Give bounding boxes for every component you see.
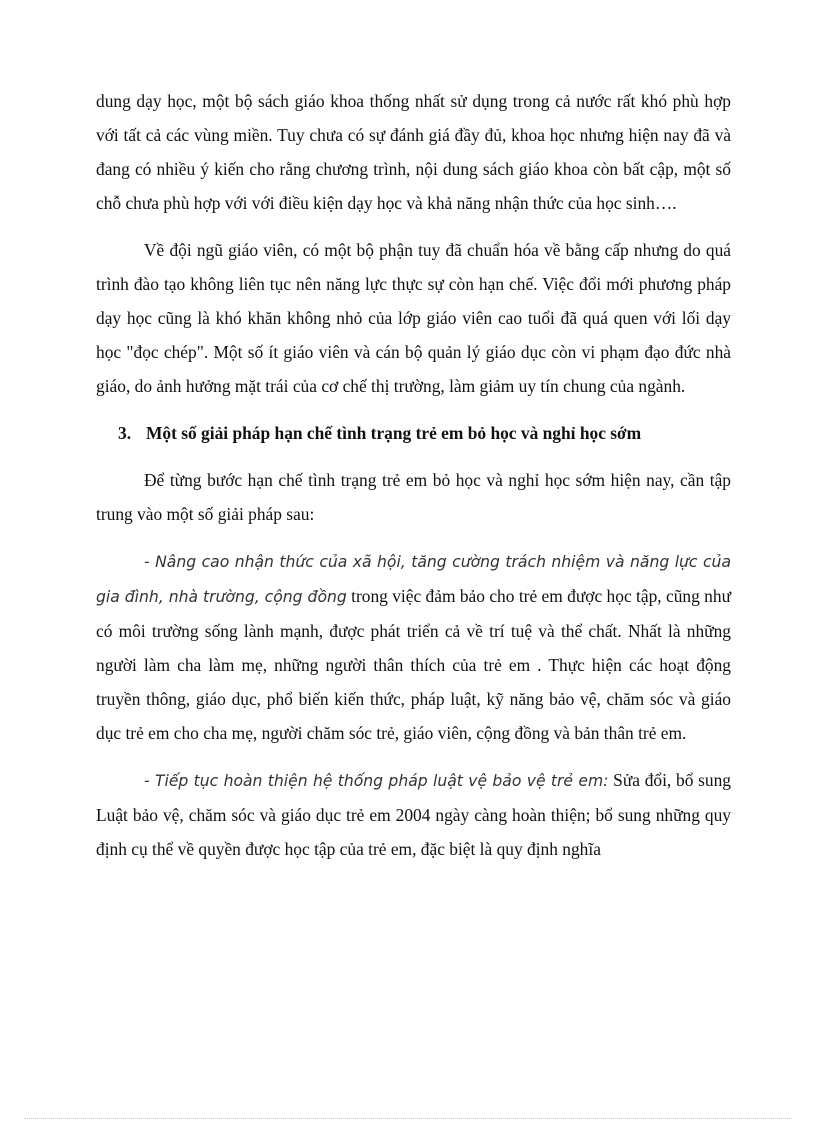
paragraph-continued: dung dạy học, một bộ sách giáo khoa thống nhất sử dụng trong cả nước rất khó phù hợp với tất cả các vùng miền. Tuy chưa có sự đánh giá đầy đủ, khoa học nhưng hiện nay đã và đang có nhiều ý kiến cho rằng chương trình, nội dung sách giáo khoa còn bất cập, một số chỗ chưa phù hợp với với điều kiện dạy học và khả năng nhận thức của học sinh…. bbox=[96, 91, 731, 213]
paragraph-teachers: Về đội ngũ giáo viên, có một bộ phận tuy đã chuẩn hóa về bằng cấp nhưng do quá trình đào tạo không liên tục nên năng lực thực sự còn hạn chế. Việc đổi mới phương pháp dạy học cũng là khó khăn không nhỏ của lớp giáo viên cao tuổi đã quá quen với lối dạy học "đọc chép". Một số ít giáo viên và cán bộ quản lý giáo dục còn vi phạm đạo đức nhà giáo, do ảnh hưởng mặt trái của cơ chế thị trường, làm giảm uy tín chung của ngành. bbox=[96, 240, 731, 396]
paragraph-gap bbox=[96, 450, 731, 463]
paragraph-gap bbox=[96, 220, 731, 233]
solution-2-title: - Tiếp tục hoàn thiện hệ thống pháp luật vệ bảo vệ trẻ em: bbox=[144, 772, 609, 790]
solution-1-body: trong việc đảm bảo cho trẻ em được học tập, cũng như có môi trường sống lành mạnh, được phát triển cả về trí tuệ và thể chất. Nhất là những người làm cha làm mẹ, những người thân thích của trẻ em . Thực hiện các hoạt động truyền thông, giáo dục, phổ biến kiến thức, pháp luật, kỹ năng bảo vệ, chăm sóc và giáo dục trẻ em cho cha mẹ, người chăm sóc trẻ, giáo viên, cộng đồng và bản thân trẻ em. bbox=[96, 586, 731, 743]
paragraph-gap bbox=[96, 750, 731, 763]
section-heading bbox=[96, 416, 731, 450]
section-title: Một số giải pháp hạn chế tình trạng trẻ em bỏ học và nghỉ học sớm bbox=[146, 423, 642, 443]
section-number: 3. bbox=[118, 423, 132, 443]
paragraph-solution-2 bbox=[96, 763, 731, 866]
paragraph-solution-1 bbox=[96, 544, 731, 750]
solution-1-title: - Nâng cao nhận thức của xã hội, tăng cường trách nhiệm và năng lực của gia đình, nhà trường, cộng đồng bbox=[96, 553, 731, 606]
paragraph-gap bbox=[96, 403, 731, 416]
paragraph-gap bbox=[96, 531, 731, 544]
solution-2-body: Sửa đổi, bổ sung Luật bảo vệ, chăm sóc và giáo dục trẻ em 2004 ngày càng hoàn thiện; bổ sung những quy định cụ thể về quyền được học tập của trẻ em, đặc biệt là quy định nghĩa bbox=[96, 770, 731, 859]
paragraph-intro: Để từng bước hạn chế tình trạng trẻ em bỏ học và nghỉ học sớm hiện nay, cần tập trung vào một số giải pháp sau: bbox=[96, 470, 731, 524]
page-bottom-divider bbox=[24, 1118, 792, 1119]
document-page bbox=[96, 84, 731, 866]
